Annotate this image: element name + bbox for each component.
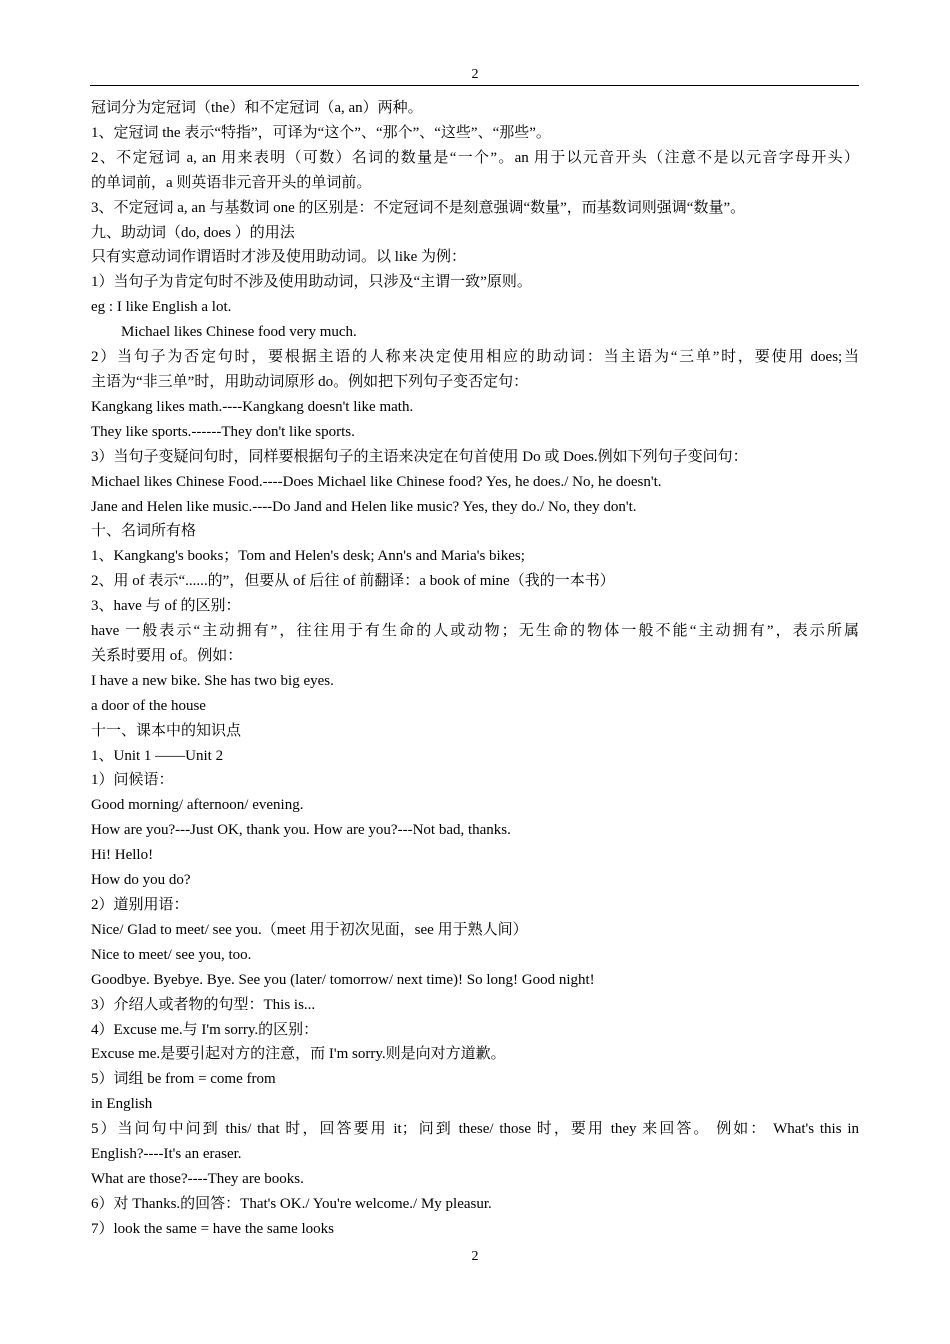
section-heading: 九、助动词（do, does ）的用法	[91, 224, 295, 241]
text-line: 关系时要用 of。例如：	[91, 647, 243, 664]
text-line: 冠词分为定冠词（the）和不定冠词（a, an）两种。	[91, 100, 423, 116]
text-line: have 一般表示“主动拥有”，往往用于有生命的人或动物；无生命的物体一般不能“主动拥有”，表示所属	[91, 623, 859, 640]
example-line: a door of the house	[91, 697, 206, 714]
text-line: 的单词前，a 则英语非元音开头的单词前。	[91, 174, 372, 191]
example-line: I have a new bike. She has two big eyes.	[91, 672, 334, 689]
example-line: Jane and Helen like music.----Do Jand and Helen like music? Yes, they do./ No, they don't.	[91, 498, 637, 515]
text-line: 4）Excuse me.与 I'm sorry.的区别：	[91, 1021, 319, 1038]
text-line: 只有实意动词作谓语时才涉及使用助动词。以 like 为例：	[91, 249, 466, 266]
text-line: 7）look the same = have the same looks	[91, 1220, 334, 1237]
text-line: 2、不定冠词 a, an 用来表明（可数）名词的数量是“一个”。an 用于以元音开头（注意不是以元音字母开头）	[91, 149, 859, 166]
example-line: What are those?----They are books.	[91, 1170, 304, 1187]
example-line: Nice to meet/ see you, too.	[91, 946, 252, 963]
text-line: 3）介绍人或者物的句型：This is...	[91, 996, 316, 1013]
example-line: They like sports.------They don't like sports.	[91, 423, 355, 440]
footer-page-number: 2	[471, 1249, 479, 1264]
header-page-number: 2	[471, 67, 479, 82]
document-body	[91, 96, 859, 1242]
text-line: 主语为“非三单”时，用助动词原形 do。例如把下列句子变否定句：	[91, 373, 529, 390]
example-line: English?----It's an eraser.	[91, 1146, 242, 1163]
text-line: 5）当问句中问到 this/ that 时，回答要用 it；问到 these/ those 时，要用 they 来回答。 例如： What's this in	[91, 1121, 859, 1138]
text-line: 2）当句子为否定句时，要根据主语的人称来决定使用相应的助动词：当主语为“三单”时，要使用 does;当	[91, 349, 859, 366]
text-line: Excuse me.是要引起对方的注意，而 I'm sorry.则是向对方道歉。	[91, 1046, 506, 1063]
text-line: 1、Kangkang's books；Tom and Helen's desk; Ann's and Maria's bikes;	[91, 548, 525, 565]
text-line: 2）道别用语：	[91, 897, 189, 913]
text-line: 3、have 与 of 的区别：	[91, 598, 241, 615]
header-rule	[90, 85, 859, 86]
section-heading: 十、名词所有格	[91, 523, 197, 540]
text-line: 1、定冠词 the 表示“特指”，可译为“这个”、“那个”、“这些”、“那些”。	[91, 124, 551, 141]
section-heading: 十一、课本中的知识点	[91, 722, 242, 739]
text-line: 3）当句子变疑问句时，同样要根据句子的主语来决定在句首使用 Do 或 Does.例如下列句子变问句：	[91, 448, 748, 465]
text-line: 1、Unit 1 ——Unit 2	[91, 747, 224, 764]
example-line: eg : I like English a lot.	[91, 299, 232, 316]
text-line: 3、不定冠词 a, an 与基数词 one 的区别是：不定冠词不是刻意强调“数量”，而基数词则强调“数量”。	[91, 199, 746, 216]
text-line: 1）当句子为肯定句时不涉及使用助动词，只涉及“主谓一致”原则。	[91, 274, 532, 291]
example-line: Kangkang likes math.----Kangkang doesn't like math.	[91, 398, 414, 415]
example-line: Michael likes Chinese Food.----Does Michael like Chinese food? Yes, he does./ No, he doesn't.	[91, 473, 662, 490]
example-line: Nice/ Glad to meet/ see you.（meet 用于初次见面，see 用于熟人间）	[91, 921, 528, 938]
example-line: Good morning/ afternoon/ evening.	[91, 797, 304, 814]
text-line: 1）问候语：	[91, 772, 174, 789]
example-line: How are you?---Just OK, thank you. How are you?---Not bad, thanks.	[91, 822, 511, 839]
example-line: Hi! Hello!	[91, 847, 154, 864]
example-line: How do you do?	[91, 872, 191, 889]
text-line: 6）对 Thanks.的回答：That's OK./ You're welcome./ My pleasur.	[91, 1195, 492, 1212]
text-line: 5）词组 be from = come from	[91, 1071, 276, 1088]
example-line: in English	[91, 1096, 153, 1113]
example-line: Goodbye. Byebye. Bye. See you (later/ tomorrow/ next time)! So long! Good night!	[91, 971, 595, 988]
text-line: 2、用 of 表示“......的”，但要从 of 后往 of 前翻译：a book of mine（我的一本书）	[91, 573, 615, 590]
example-line: Michael likes Chinese food very much.	[121, 324, 357, 341]
